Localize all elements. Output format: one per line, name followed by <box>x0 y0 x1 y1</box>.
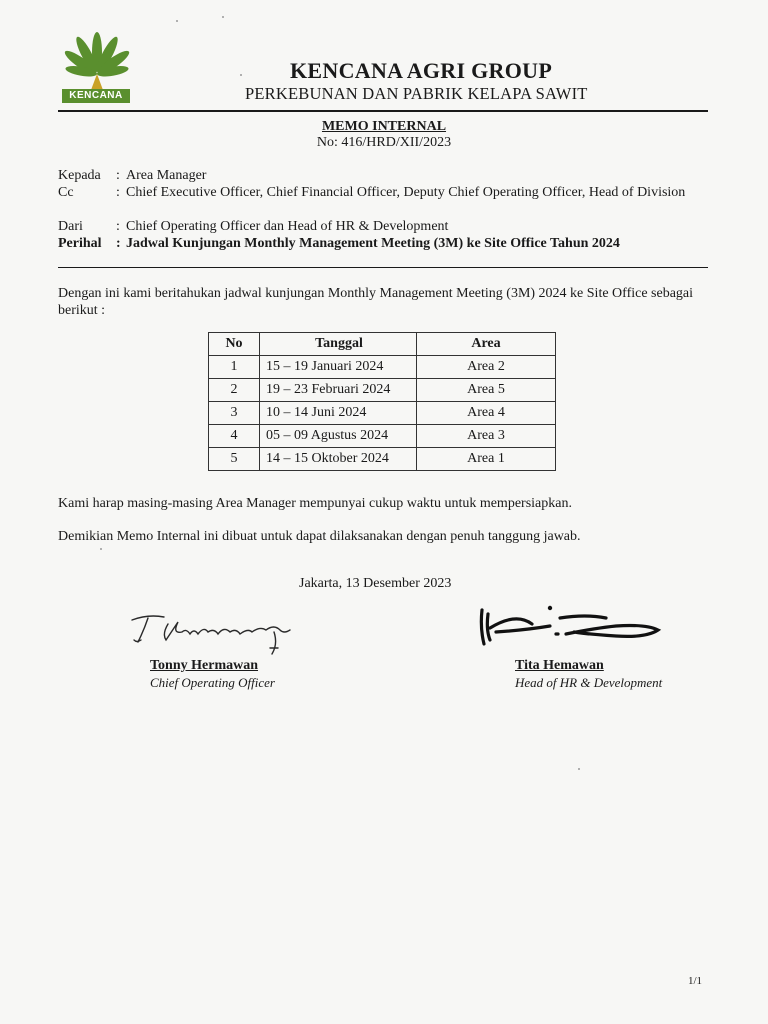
logo-wordmark: KENCANA <box>62 89 130 103</box>
field-colon: : <box>116 219 120 234</box>
signature-right-icon <box>476 600 666 652</box>
field-label: Cc <box>58 185 74 200</box>
scan-speck <box>240 74 242 76</box>
scan-speck <box>176 20 178 22</box>
field-label: Dari <box>58 219 83 234</box>
signatory-name-left: Tonny Hermawan <box>150 658 259 673</box>
column-header-tanggal: Tanggal <box>260 333 417 356</box>
company-name: KENCANA AGRI GROUP <box>290 58 553 83</box>
scan-speck <box>100 548 102 550</box>
cell-area: Area 2 <box>417 356 556 379</box>
field-colon: : <box>116 168 120 183</box>
memo-number: No: 416/HRD/XII/2023 <box>316 135 452 150</box>
signatory-title-left: Chief Operating Officer <box>150 675 275 690</box>
cell-tanggal: 19 – 23 Februari 2024 <box>260 379 417 402</box>
table-header-row <box>209 333 556 356</box>
column-header-area: Area <box>417 333 556 356</box>
field-colon: : <box>116 236 121 251</box>
memo-title: MEMO INTERNAL <box>321 119 447 134</box>
cell-tanggal: 05 – 09 Agustus 2024 <box>260 425 417 448</box>
cell-tanggal: 15 – 19 Januari 2024 <box>260 356 417 379</box>
field-value: Area Manager <box>126 168 207 183</box>
field-colon: : <box>116 185 120 200</box>
signatory-title-right: Head of HR & Development <box>515 675 663 690</box>
header-divider <box>58 110 708 112</box>
cell-area: Area 1 <box>417 448 556 471</box>
company-subtitle: PERKEBUNAN DAN PABRIK KELAPA SAWIT <box>245 84 588 103</box>
field-label: Kepada <box>58 168 101 183</box>
field-label: Perihal <box>58 236 102 251</box>
schedule-table <box>208 332 556 471</box>
scan-speck <box>222 16 224 18</box>
signatory-name-right: Tita Hemawan <box>515 658 604 673</box>
table-row <box>209 356 556 379</box>
cell-area: Area 5 <box>417 379 556 402</box>
cell-area: Area 4 <box>417 402 556 425</box>
place-and-date: Jakarta, 13 Desember 2023 <box>299 576 452 591</box>
table-row <box>209 379 556 402</box>
scan-speck <box>578 768 580 770</box>
cell-tanggal: 10 – 14 Juni 2024 <box>260 402 417 425</box>
cell-no: 5 <box>209 448 260 471</box>
table-row <box>209 402 556 425</box>
field-value: Jadwal Kunjungan Monthly Management Meeting (3M) ke Site Office Tahun 2024 <box>126 236 620 251</box>
intro-paragraph: Dengan ini kami beritahukan jadwal kunjungan Monthly Management Meeting (3M) 2024 ke Site Office sebagai berikut : <box>58 286 694 318</box>
closing-paragraph-1: Kami harap masing-masing Area Manager mempunyai cukup waktu untuk mempersiapkan. <box>58 496 572 511</box>
column-header-no: No <box>209 333 260 356</box>
field-value: Chief Executive Officer, Chief Financial Officer, Deputy Chief Operating Officer, Head of Division <box>126 185 686 200</box>
cell-no: 3 <box>209 402 260 425</box>
table-row <box>209 448 556 471</box>
cell-area: Area 3 <box>417 425 556 448</box>
cell-no: 4 <box>209 425 260 448</box>
cell-no: 2 <box>209 379 260 402</box>
field-value: Chief Operating Officer dan Head of HR & Development <box>126 219 449 234</box>
closing-paragraph-2: Demikian Memo Internal ini dibuat untuk dapat dilaksanakan dengan penuh tanggung jawab. <box>58 529 581 544</box>
cell-no: 1 <box>209 356 260 379</box>
section-divider <box>58 267 708 268</box>
page-number: 1/1 <box>688 975 703 987</box>
cell-tanggal: 14 – 15 Oktober 2024 <box>260 448 417 471</box>
table-row <box>209 425 556 448</box>
